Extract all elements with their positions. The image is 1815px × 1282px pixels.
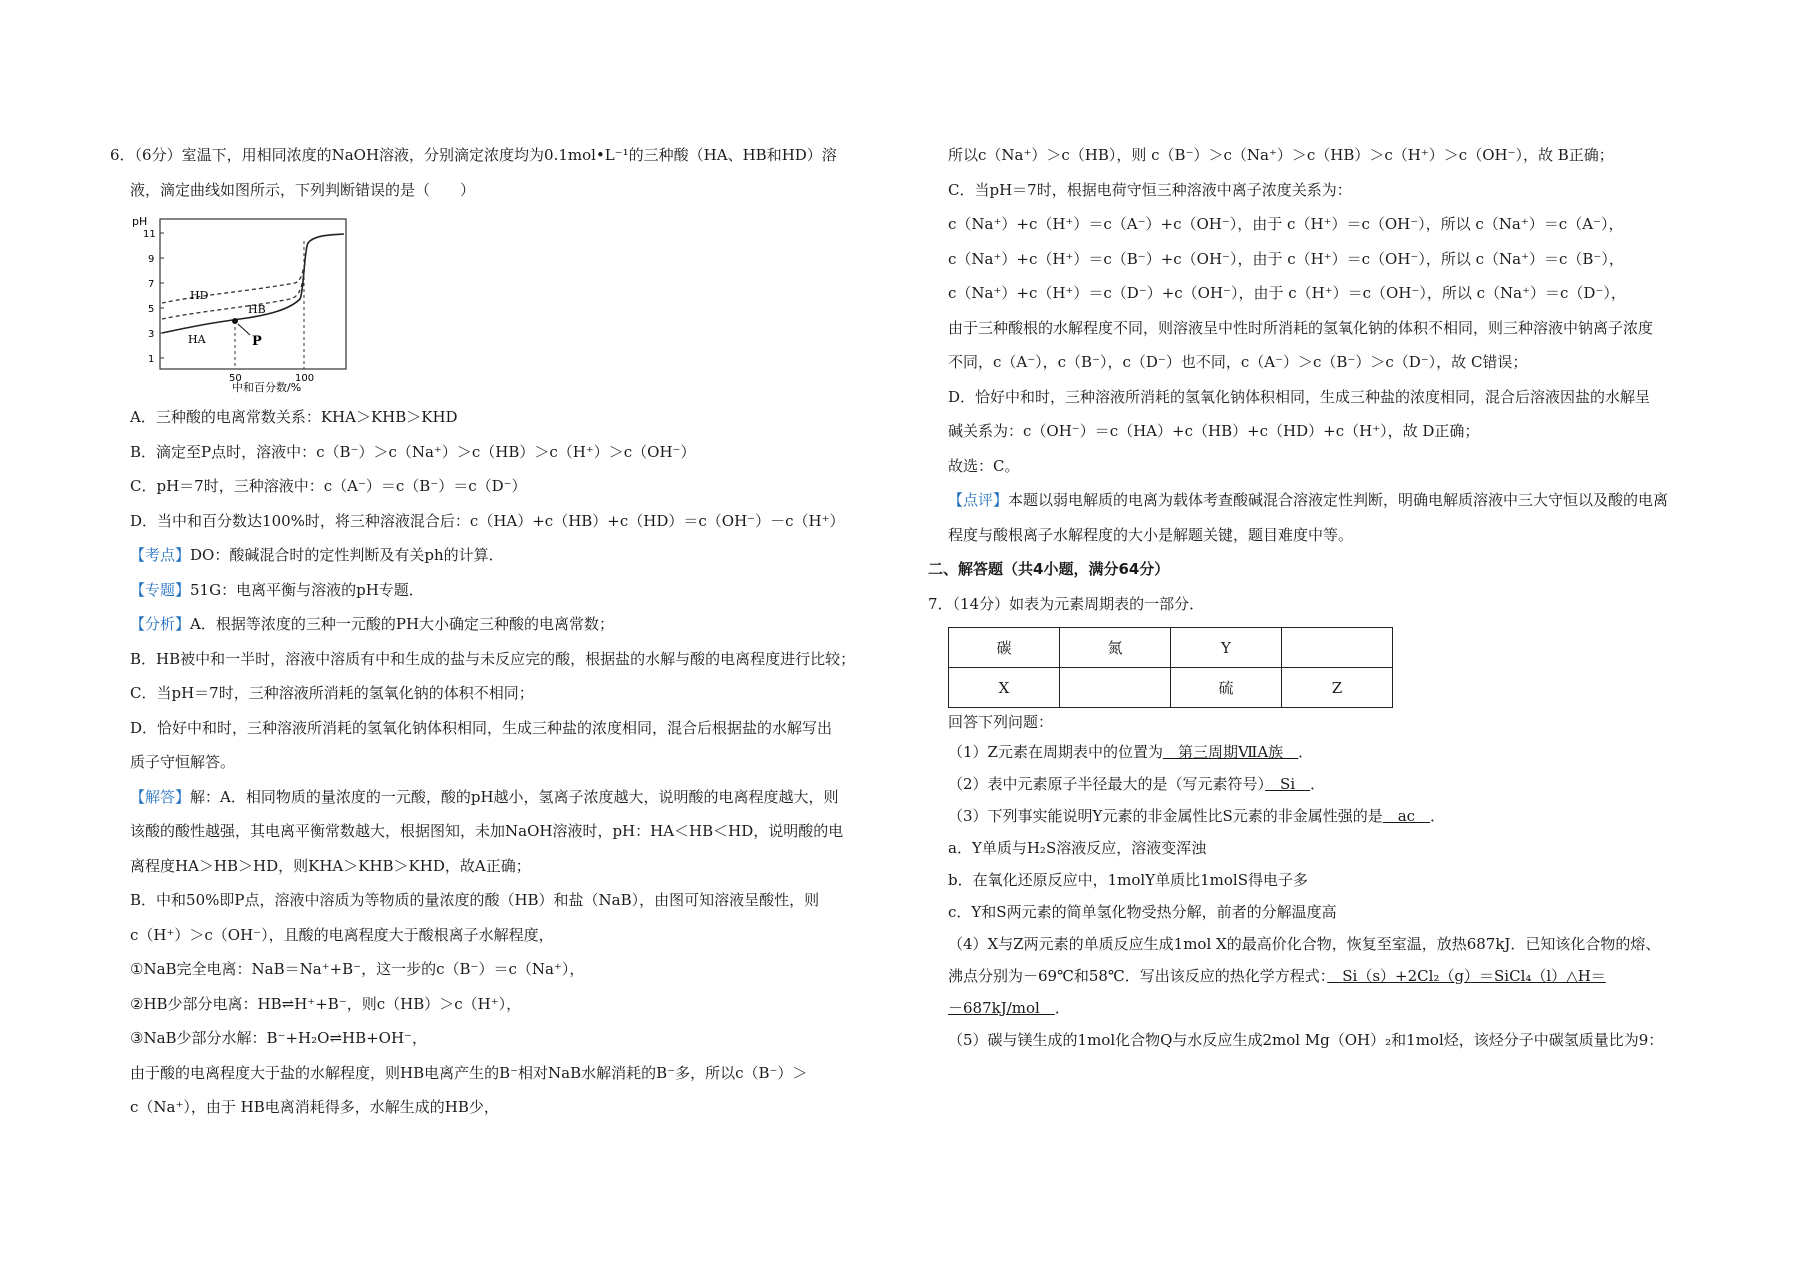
label-hd: HD <box>190 289 209 302</box>
y-tick-label: 5 <box>148 304 155 315</box>
jieda-line9: 由于酸的电离程度大于盐的水解程度，则HB电离产生的B⁻相对NaB水解消耗的B⁻多，所以c（B⁻）＞ <box>130 1063 808 1082</box>
option-b-line: b．在氧化还原反应中，1molY单质比1molS得电子多 <box>948 871 1308 889</box>
option-a-line: a．Y单质与H₂S溶液反应，溶液变浑浊 <box>948 839 1207 857</box>
fenxi-line1 <box>110 607 910 642</box>
kaodian-text: DO：酸碱混合时的定性判断及有关ph的计算． <box>190 546 504 564</box>
table-row <box>949 668 1393 708</box>
option-c: C．pH＝7时，三种溶液中：c（A⁻）＝c（B⁻）＝c（D⁻） <box>130 477 527 495</box>
titration-chart <box>130 211 350 394</box>
y-tick-label: 7 <box>148 279 155 290</box>
part1-end: ． <box>1298 743 1314 761</box>
option-d: D．当中和百分数达100%时，将三种溶液混合后：c（HA）+c（HB）+c（HD）＝c（OH⁻）－c（H⁺） <box>130 511 845 530</box>
jieda-tag: 【解答】 <box>130 787 191 806</box>
fenxi-text1: A．根据等浓度的三种一元酸的PH大小确定三种酸的电离常数； <box>190 615 615 633</box>
jieda-line10: c（Na⁺），由于 HB电离消耗得多，水解生成的HB少， <box>130 1098 499 1116</box>
part2-text: （2）表中元素原子半径最大的是（写元素符号） <box>948 775 1266 793</box>
part4-line3 <box>948 992 1738 1024</box>
jieda-line3: 离程度HA＞HB＞HD，则KHA＞KHB＞KHD，故A正确； <box>130 856 531 875</box>
part4-line2 <box>948 960 1738 992</box>
part4-answer2: －687kJ/mol <box>948 999 1055 1017</box>
table-cell: 硫 <box>1171 668 1282 708</box>
y-tick-label: 3 <box>148 329 155 340</box>
zhuanti-tag: 【专题】 <box>130 580 191 599</box>
right-line4: c（Na⁺）+c（H⁺）＝c（B⁻）+c（OH⁻），由于 c（H⁺）＝c（OH⁻），所以 c（Na⁺）＝c（B⁻）， <box>948 249 1624 268</box>
y-tick-label: 11 <box>143 229 156 240</box>
jieda-line6: ①NaB完全电离：NaB＝Na⁺+B⁻，这一步的c（B⁻）＝c（Na⁺）， <box>130 960 585 978</box>
right-line10: 故选：C。 <box>948 456 1020 475</box>
right-line2: C．当pH＝7时，根据电荷守恒三种溶液中离子浓度关系为： <box>948 180 1352 199</box>
zhuanti-text: 51G：电离平衡与溶液的pH专题． <box>190 580 424 599</box>
table-cell <box>1060 668 1171 708</box>
right-line7: 不同，c（A⁻），c（B⁻），c（D⁻）也不同，c（A⁻）＞c（B⁻）＞c（D⁻），故 C错误； <box>948 353 1528 371</box>
part3-end: ． <box>1430 807 1446 825</box>
zhuanti-line <box>110 573 910 608</box>
jieda-line8: ③NaB少部分水解：B⁻+H₂O⇌HB+OH⁻， <box>130 1029 427 1047</box>
jieda-line7: ②HB少部分电离：HB⇌H⁺+B⁻，则c（HB）＞c（H⁺）， <box>130 994 522 1013</box>
y-tick-label: 1 <box>148 354 155 365</box>
p-arrow <box>238 324 250 335</box>
periodic-table-part <box>948 627 1393 708</box>
right-line6: 由于三种酸根的水解程度不同，则溶液呈中性时所消耗的氢氧化钠的体积不相同，则三种溶液中钠离子浓度 <box>948 318 1654 337</box>
label-ha: HA <box>188 333 206 346</box>
curve-hd <box>162 266 304 303</box>
jieda-line5: c（H⁺）＞c（OH⁻），且酸的电离程度大于酸根离子水解程度， <box>130 925 554 944</box>
label-p: P <box>252 334 262 349</box>
table-cell: Z <box>1282 668 1393 708</box>
table-cell: 氮 <box>1060 628 1171 668</box>
part3-text: （3）下列事实能说明Y元素的非金属性比S元素的非金属性强的是 <box>948 807 1383 825</box>
curve-hb <box>162 271 304 319</box>
part2-end: ． <box>1310 775 1326 793</box>
part2-answer: Si <box>1265 775 1311 793</box>
ask-line: 回答下列问题： <box>948 713 1054 731</box>
part1-line <box>948 736 1738 768</box>
part5-line: （5）碳与镁生成的1mol化合物Q与水反应生成2mol Mg（OH）₂和1mol烃，该烃分子中碳氢质量比为9： <box>948 1031 1664 1049</box>
part4-answer1: Si（s）+2Cl₂（g）＝SiCl₄（l）△H＝ <box>1327 967 1606 985</box>
fenxi-line5: 质子守恒解答。 <box>130 753 236 771</box>
x-axis-title: 中和百分数/% <box>232 381 302 394</box>
q7-stem: 7．（14分）如表为元素周期表的一部分． <box>928 594 1205 613</box>
fenxi-tag: 【分析】 <box>130 615 191 633</box>
part4-end: ． <box>1054 999 1070 1017</box>
jieda-line2: 该酸的酸性越强，其电离平衡常数越大，根据图知，未加NaOH溶液时，pH：HA＜HB＜HD，说明酸的电 <box>130 822 844 840</box>
label-hb: HB <box>248 303 266 316</box>
dianping-line1 <box>948 483 1738 518</box>
table-cell: 碳 <box>949 628 1060 668</box>
kaodian-line <box>110 538 910 573</box>
q6-stem-line1: 6．（6分）室温下，用相同浓度的NaOH溶液，分别滴定浓度均为0.1mol•L⁻¹的三种酸（HA、HB和HD）溶 <box>110 146 837 164</box>
part4-text: 沸点分别为－69℃和58℃．写出该反应的热化学方程式： <box>948 967 1328 985</box>
q6-stem-line2: 液，滴定曲线如图所示，下列判断错误的是（ ） <box>130 180 476 199</box>
right-column <box>928 138 1738 1056</box>
right-line8: D．恰好中和时，三种溶液所消耗的氢氧化钠体积相同，生成三种盐的浓度相同，混合后溶液因盐的水解呈 <box>948 387 1651 406</box>
option-c-line: c．Y和S两元素的简单氢化物受热分解，前者的分解温度高 <box>948 903 1337 921</box>
option-b: B．滴定至P点时，溶液中：c（B⁻）＞c（Na⁺）＞c（HB）＞c（H⁺）＞c（OH⁻） <box>130 442 696 461</box>
table-row <box>949 628 1393 668</box>
part1-answer: 第三周期ⅦA族 <box>1162 743 1299 761</box>
dianping-line2: 程度与酸根离子水解程度的大小是解题关键，题目难度中等。 <box>948 525 1354 544</box>
part2-line <box>948 768 1738 800</box>
section-heading: 二、解答题（共4小题，满分64分） <box>928 560 1170 578</box>
jieda-line4: B．中和50%即P点，溶液中溶质为等物质的量浓度的酸（HB）和盐（NaB），由图可知溶液呈酸性，则 <box>130 891 820 909</box>
fenxi-line3: C．当pH＝7时，三种溶液所消耗的氢氧化钠的体积不相同； <box>130 684 534 702</box>
kaodian-tag: 【考点】 <box>130 546 191 564</box>
x-tick-label: 50 <box>229 373 242 384</box>
fenxi-line4: D．恰好中和时，三种溶液所消耗的氢氧化钠体积相同，生成三种盐的浓度相同，混合后根据盐的水解写出 <box>130 718 833 737</box>
left-column <box>110 138 910 1125</box>
dianping-text1: 本题以弱电解质的电离为载体考查酸碱混合溶液定性判断，明确电解质溶液中三大守恒以及酸的电离 <box>1008 491 1669 509</box>
dianping-tag: 【点评】 <box>948 491 1009 509</box>
jieda-text1: 解：A．相同物质的量浓度的一元酸，酸的pH越小，氢离子浓度越大，说明酸的电离程度越大，则 <box>190 787 839 806</box>
right-line1: 所以c（Na⁺）＞c（HB），则 c（B⁻）＞c（Na⁺）＞c（HB）＞c（H⁺）＞c（OH⁻），故 B正确； <box>948 146 1614 164</box>
point-p <box>232 318 238 324</box>
y-axis-title: pH <box>132 215 148 228</box>
part3-line <box>948 800 1738 832</box>
table-cell: X <box>949 668 1060 708</box>
right-line5: c（Na⁺）+c（H⁺）＝c（D⁻）+c（OH⁻），由于 c（H⁺）＝c（OH⁻），所以 c（Na⁺）＝c（D⁻）， <box>948 284 1626 302</box>
part4-line1: （4）X与Z两元素的单质反应生成1mol X的最高价化合物，恢复至室温，放热687kJ．已知该化合物的熔、 <box>948 935 1661 953</box>
fenxi-line2: B．HB被中和一半时，溶液中溶质有中和生成的盐与未反应完的酸，根据盐的水解与酸的电离程度进行比较； <box>130 649 856 668</box>
part1-text: （1）Z元素在周期表中的位置为 <box>948 743 1163 761</box>
curve-ha <box>162 234 344 333</box>
right-line3: c（Na⁺）+c（H⁺）＝c（A⁻）+c（OH⁻），由于 c（H⁺）＝c（OH⁻），所以 c（Na⁺）＝c（A⁻）， <box>948 215 1624 233</box>
part3-answer: ac <box>1382 807 1431 825</box>
x-tick-label: 100 <box>295 373 315 384</box>
right-line9: 碱关系为：c（OH⁻）＝c（HA）+c（HB）+c（HD）+c（H⁺），故 D正确； <box>948 422 1480 440</box>
titration-chart-svg <box>130 211 350 394</box>
table-cell <box>1282 628 1393 668</box>
jieda-line1 <box>110 780 910 815</box>
table-cell: Y <box>1171 628 1282 668</box>
option-a: A．三种酸的电离常数关系：KHA＞KHB＞KHD <box>130 408 458 426</box>
y-tick-label: 9 <box>148 254 155 265</box>
